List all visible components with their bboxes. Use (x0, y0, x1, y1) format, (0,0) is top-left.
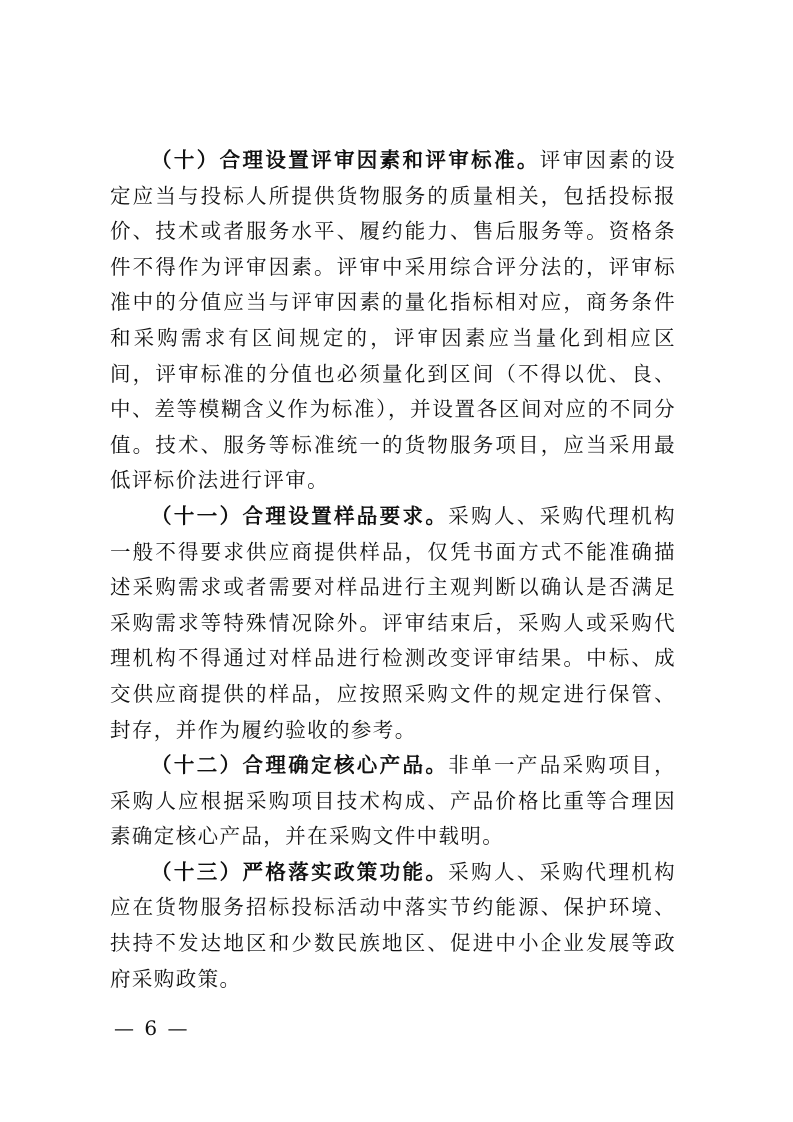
paragraph-text: 采购人、采购代理机构应在货物服务招标投标活动中落实节约能源、保护环境、扶持不发达地区和少数民族地区、促进中小企业发展等政府采购政策。 (110, 859, 677, 991)
paragraph-12 (110, 748, 676, 855)
paragraph-text: 评审因素的设定应当与投标人所提供货物服务的质量相关，包括投标报价、技术或者服务水平、履约能力、售后服务等。资格条件不得作为评审因素。评审中采用综合评分法的，评审标准中的分值应当与评审因素的量化指标相对应，商务条件和采购需求有区间规定的，评审因素应当量化到相应区间，评审标准的分值也必须量化到区间（不得以优、良、中、差等模糊含义作为标准），并设置各区间对应的不同分值。技术、服务等标准统一的货物服务项目，应当采用最低评标价法进行评审。 (110, 148, 676, 493)
document-body (110, 143, 676, 997)
paragraph-heading: （十）合理设置评审因素和评审标准。 (151, 148, 540, 172)
paragraph-13 (110, 855, 676, 997)
page-number: — 6 — (114, 1016, 190, 1040)
paragraph-text: 非单一产品采购项目，采购人应根据采购项目技术构成、产品价格比重等合理因素确定核心产品，并在采购文件中载明。 (110, 753, 677, 849)
paragraph-11 (110, 499, 676, 748)
paragraph-heading: （十一）合理设置样品要求。 (151, 503, 449, 528)
paragraph-heading: （十二）合理确定核心产品。 (151, 753, 449, 778)
paragraph-heading: （十三）严格落实政策功能。 (151, 859, 449, 884)
paragraph-text: 采购人、采购代理机构一般不得要求供应商提供样品，仅凭书面方式不能准确描述采购需求或者需要对样品进行主观判断以确认是否满足采购需求等特殊情况除外。评审结束后，采购人或采购代理机构不得通过对样品进行检测改变评审结果。中标、成交供应商提供的样品，应按照采购文件的规定进行保管、封存，并作为履约验收的参考。 (110, 503, 677, 742)
paragraph-10 (110, 143, 676, 499)
